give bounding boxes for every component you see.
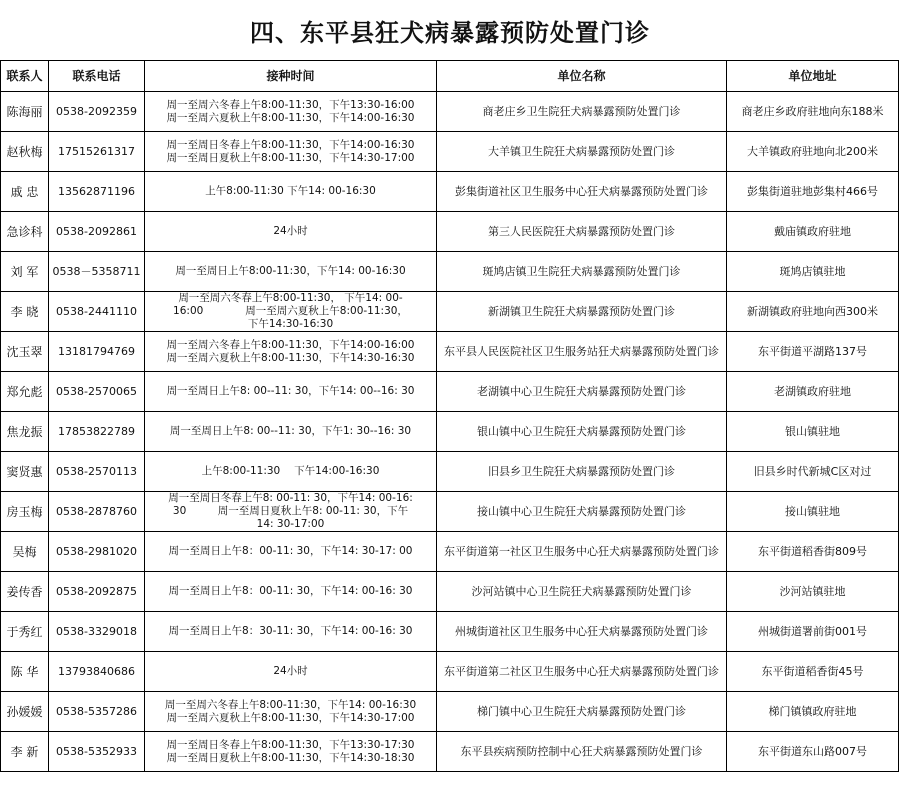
table-row — [1, 532, 899, 572]
table-row — [1, 492, 899, 532]
time-line: 周一至周六冬春上午8:00-11:30，下午14:00-16:00 — [166, 338, 415, 351]
header-address: 单位地址 — [727, 61, 899, 92]
time-line: 周一至周日冬春上午8: 00-11: 30，下午14: 00-16: — [168, 492, 413, 504]
unit-name-cell: 州城街道社区卫生服务中心狂犬病暴露预防处置门诊 — [437, 612, 727, 652]
contact-cell: 戚 忠 — [1, 172, 49, 212]
time-line: 24小时 — [273, 665, 308, 677]
clinic-table — [0, 60, 899, 772]
address-cell: 彭集街道驻地彭集村466号 — [727, 172, 899, 212]
unit-name-cell: 彭集街道社区卫生服务中心狂犬病暴露预防处置门诊 — [437, 172, 727, 212]
table-row — [1, 612, 899, 652]
time-cell — [145, 532, 437, 572]
time-line: 30 周一至周日夏秋上午8: 00-11: 30，下午 — [172, 505, 409, 517]
address-cell: 沙河站镇驻地 — [727, 572, 899, 612]
table-row — [1, 252, 899, 292]
address-cell: 老湖镇政府驻地 — [727, 372, 899, 412]
address-cell: 银山镇驻地 — [727, 412, 899, 452]
unit-name-cell: 梯门镇中心卫生院狂犬病暴露预防处置门诊 — [437, 692, 727, 732]
address-cell: 新湖镇政府驻地向西300米 — [727, 292, 899, 332]
unit-name-cell: 商老庄乡卫生院狂犬病暴露预防处置门诊 — [437, 92, 727, 132]
time-cell — [145, 372, 437, 412]
time-cell — [145, 612, 437, 652]
address-cell: 斑鸠店镇驻地 — [727, 252, 899, 292]
phone-cell: 0538-5357286 — [49, 692, 145, 732]
time-cell — [145, 572, 437, 612]
time-line: 16:00 周一至周六夏秋上午8:00-11:30， — [173, 305, 408, 317]
contact-cell: 姜传香 — [1, 572, 49, 612]
time-cell — [145, 732, 437, 772]
contact-cell: 沈玉翠 — [1, 332, 49, 372]
time-line: 周一至周六冬春上午8:00-11:30，下午14: 00-16:30 — [164, 698, 417, 711]
phone-cell: 17853822789 — [49, 412, 145, 452]
contact-cell: 窦贤惠 — [1, 452, 49, 492]
time-cell — [145, 172, 437, 212]
time-line: 周一至周日上午8: 00--11: 30，下午1: 30--16: 30 — [169, 425, 412, 437]
address-cell: 东平街道稻香街45号 — [727, 652, 899, 692]
contact-cell: 房玉梅 — [1, 492, 49, 532]
unit-name-cell: 斑鸠店镇卫生院狂犬病暴露预防处置门诊 — [437, 252, 727, 292]
table-row — [1, 372, 899, 412]
time-cell — [145, 332, 437, 372]
time-line: 周一至周日冬春上午8:00-11:30，下午13:30-17:30 — [166, 738, 415, 751]
unit-name-cell: 东平街道第二社区卫生服务中心狂犬病暴露预防处置门诊 — [437, 652, 727, 692]
time-line: 周一至周日上午8：00-11: 30，下午14: 00-16: 30 — [168, 585, 413, 597]
table-row — [1, 92, 899, 132]
time-line: 周一至周日冬春上午8:00-11:30，下午14:00-16:30 — [166, 138, 415, 151]
table-header-row — [1, 61, 899, 92]
header-time: 接种时间 — [145, 61, 437, 92]
unit-name-cell: 老湖镇中心卫生院狂犬病暴露预防处置门诊 — [437, 372, 727, 412]
time-line: 周一至周日上午8: 00--11: 30，下午14: 00--16: 30 — [166, 385, 415, 397]
unit-name-cell: 大羊镇卫生院狂犬病暴露预防处置门诊 — [437, 132, 727, 172]
contact-cell: 郑允彪 — [1, 372, 49, 412]
table-row — [1, 172, 899, 212]
time-cell — [145, 212, 437, 252]
contact-cell: 赵秋梅 — [1, 132, 49, 172]
phone-cell: 13562871196 — [49, 172, 145, 212]
time-line: 14: 30-17:00 — [256, 518, 325, 530]
phone-cell: 0538-5352933 — [49, 732, 145, 772]
phone-cell: 0538-2981020 — [49, 532, 145, 572]
time-line: 周一至周六夏秋上午8:00-11:30，下午14:30-16:30 — [166, 351, 415, 364]
address-cell: 东平街道稻香街809号 — [727, 532, 899, 572]
contact-cell: 刘 军 — [1, 252, 49, 292]
address-cell: 大羊镇政府驻地向北200米 — [727, 132, 899, 172]
contact-cell: 于秀红 — [1, 612, 49, 652]
contact-cell: 陈海丽 — [1, 92, 49, 132]
contact-cell: 孙媛媛 — [1, 692, 49, 732]
unit-name-cell: 新湖镇卫生院狂犬病暴露预防处置门诊 — [437, 292, 727, 332]
address-cell: 东平街道东山路007号 — [727, 732, 899, 772]
table-row — [1, 292, 899, 332]
time-line: 周一至周六冬春上午8:00-11:30， 下午14: 00- — [178, 292, 403, 304]
time-line: 周一至周日夏秋上午8:00-11:30，下午14:30-18:30 — [166, 751, 415, 764]
unit-name-cell: 沙河站镇中心卫生院狂犬病暴露预防处置门诊 — [437, 572, 727, 612]
phone-cell: 0538-2570065 — [49, 372, 145, 412]
time-cell — [145, 292, 437, 332]
time-line: 周一至周日上午8：00-11: 30，下午14: 30-17: 00 — [168, 545, 413, 557]
phone-cell: 0538-2441110 — [49, 292, 145, 332]
address-cell: 东平街道平湖路137号 — [727, 332, 899, 372]
time-cell — [145, 412, 437, 452]
address-cell: 戴庙镇政府驻地 — [727, 212, 899, 252]
table-row — [1, 332, 899, 372]
unit-name-cell: 东平县疾病预防控制中心狂犬病暴露预防处置门诊 — [437, 732, 727, 772]
table-row — [1, 412, 899, 452]
phone-cell: 0538-3329018 — [49, 612, 145, 652]
time-line: 上午8:00-11:30 下午14:00-16:30 — [201, 465, 380, 477]
unit-name-cell: 东平街道第一社区卫生服务中心狂犬病暴露预防处置门诊 — [437, 532, 727, 572]
contact-cell: 急诊科 — [1, 212, 49, 252]
table-row — [1, 452, 899, 492]
phone-cell: 13181794769 — [49, 332, 145, 372]
address-cell: 梯门镇镇政府驻地 — [727, 692, 899, 732]
time-line: 周一至周日上午8：30-11: 30，下午14: 00-16: 30 — [168, 625, 413, 637]
address-cell: 州城街道署前街001号 — [727, 612, 899, 652]
header-unit: 单位名称 — [437, 61, 727, 92]
time-cell — [145, 492, 437, 532]
time-cell — [145, 692, 437, 732]
unit-name-cell: 东平县人民医院社区卫生服务站狂犬病暴露预防处置门诊 — [437, 332, 727, 372]
time-cell — [145, 92, 437, 132]
phone-cell: 0538-2092875 — [49, 572, 145, 612]
address-cell: 接山镇驻地 — [727, 492, 899, 532]
page-title: 四、东平县狂犬病暴露预防处置门诊 — [250, 17, 650, 47]
time-line: 周一至周六夏秋上午8:00-11:30，下午14:00-16:30 — [166, 111, 415, 124]
contact-cell: 李 新 — [1, 732, 49, 772]
header-phone: 联系电话 — [49, 61, 145, 92]
contact-cell: 陈 华 — [1, 652, 49, 692]
table-row — [1, 572, 899, 612]
table-body — [1, 92, 899, 772]
unit-name-cell: 旧县乡卫生院狂犬病暴露预防处置门诊 — [437, 452, 727, 492]
unit-name-cell: 接山镇中心卫生院狂犬病暴露预防处置门诊 — [437, 492, 727, 532]
header-contact: 联系人 — [1, 61, 49, 92]
phone-cell: 0538-2878760 — [49, 492, 145, 532]
time-line: 24小时 — [273, 225, 308, 237]
table-row — [1, 652, 899, 692]
phone-cell: 0538-2092359 — [49, 92, 145, 132]
time-cell — [145, 452, 437, 492]
time-line: 上午8:00-11:30 下午14: 00-16:30 — [205, 185, 376, 197]
phone-cell: 0538-2092861 — [49, 212, 145, 252]
time-line: 周一至周六冬春上午8:00-11:30，下午13:30-16:00 — [166, 98, 415, 111]
address-cell: 商老庄乡政府驻地向东188米 — [727, 92, 899, 132]
time-cell — [145, 132, 437, 172]
time-line: 周一至周日上午8:00-11:30，下午14: 00-16:30 — [175, 265, 406, 277]
contact-cell: 焦龙振 — [1, 412, 49, 452]
phone-cell: 13793840686 — [49, 652, 145, 692]
time-line: 周一至周日夏秋上午8:00-11:30，下午14:30-17:00 — [166, 151, 415, 164]
contact-cell: 吴梅 — [1, 532, 49, 572]
time-line: 周一至周六夏秋上午8:00-11:30，下午14:30-17:00 — [166, 711, 415, 724]
table-row — [1, 732, 899, 772]
phone-cell: 0538-2570113 — [49, 452, 145, 492]
time-cell — [145, 652, 437, 692]
unit-name-cell: 第三人民医院狂犬病暴露预防处置门诊 — [437, 212, 727, 252]
time-line: 下午14:30-16:30 — [247, 318, 334, 330]
phone-cell: 17515261317 — [49, 132, 145, 172]
table-row — [1, 132, 899, 172]
table-row — [1, 692, 899, 732]
address-cell: 旧县乡时代新城C区对过 — [727, 452, 899, 492]
unit-name-cell: 银山镇中心卫生院狂犬病暴露预防处置门诊 — [437, 412, 727, 452]
time-cell — [145, 252, 437, 292]
table-row — [1, 212, 899, 252]
contact-cell: 李 晓 — [1, 292, 49, 332]
phone-cell: 0538－5358711 — [49, 252, 145, 292]
